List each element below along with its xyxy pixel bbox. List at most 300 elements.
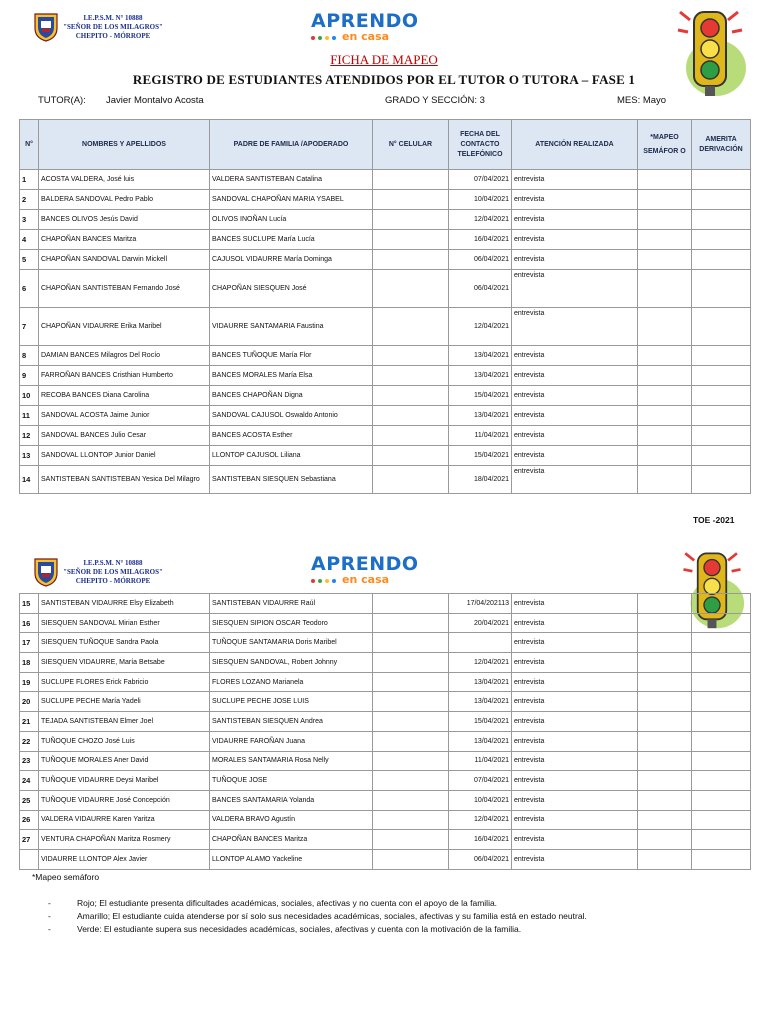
cell-name: DAMIAN BANCES Milagros Del Rocío (39, 346, 210, 366)
cell-name: SANTISTEBAN VIDAURRE Elsy Elizabeth (39, 594, 210, 614)
cell-attention: entrevista (512, 810, 638, 830)
cell-num: 24 (20, 771, 39, 791)
cell-parent: BANCES ACOSTA Esther (210, 426, 373, 446)
cell-attention: entrevista (512, 653, 638, 673)
school-line3: CHEPITO - MÓRROPE (75, 577, 151, 585)
cell-derivation (692, 426, 751, 446)
cell-mapeo (638, 594, 692, 614)
col-parent-header: PADRE DE FAMILIA /APODERADO (210, 120, 373, 170)
cell-mapeo (638, 653, 692, 673)
cell-phone (373, 731, 449, 751)
cell-mapeo (638, 849, 692, 869)
cell-phone (373, 406, 449, 426)
cell-num: 13 (20, 446, 39, 466)
cell-derivation (692, 308, 751, 346)
table-body-page1 (20, 170, 751, 494)
table-row (20, 190, 751, 210)
cell-parent: TUÑOQUE SANTAMARIA Doris Maribel (210, 633, 373, 653)
cell-date: 13/04/2021 (449, 366, 512, 386)
cell-derivation (692, 712, 751, 732)
cell-derivation (692, 250, 751, 270)
school-crest-icon (33, 12, 59, 42)
cell-date (449, 633, 512, 653)
cell-mapeo (638, 692, 692, 712)
cell-name: SANTISTEBAN SANTISTEBAN Yesica Del Milagro (39, 466, 210, 494)
cell-derivation (692, 653, 751, 673)
table-row (20, 170, 751, 190)
cell-attention: entrevista (512, 346, 638, 366)
cell-derivation (692, 731, 751, 751)
note-rojo: - Rojo; El estudiante presenta dificultades académicas, sociales, afectivas y no cuenta con el apoyo de la familia. (48, 898, 498, 908)
table-row (20, 466, 751, 494)
cell-mapeo (638, 771, 692, 791)
note-amarillo-text: Amarillo; El estudiante cuida atenderse por sí solo sus necesidades académicas, sociales, afectivas y su familia está en estado neutral. (77, 911, 587, 921)
school-line1: I.E.P.S.M. N° 10888 (83, 14, 143, 22)
cell-name: VENTURA CHAPOÑAN Maritza Rosmery (39, 830, 210, 850)
cell-num: 15 (20, 594, 39, 614)
table-header-row (20, 120, 751, 170)
mapeo-label: *MAPEO (650, 133, 679, 141)
cell-date: 20/04/2021 (449, 613, 512, 633)
cell-attention: entrevista (512, 446, 638, 466)
cell-num: 21 (20, 712, 39, 732)
cell-date: 16/04/2021 (449, 830, 512, 850)
cell-derivation (692, 446, 751, 466)
table-row (20, 849, 751, 869)
aprendo-title: APRENDO (311, 553, 419, 575)
tutor-name: Javier Montalvo Acosta (106, 95, 204, 106)
cell-attention: entrevista (512, 426, 638, 446)
cell-attention: entrevista (512, 230, 638, 250)
cell-derivation (692, 810, 751, 830)
cell-attention: entrevista (512, 731, 638, 751)
cell-num: 22 (20, 731, 39, 751)
cell-date: 12/04/2021 (449, 210, 512, 230)
table-row (20, 731, 751, 751)
cell-num: 5 (20, 250, 39, 270)
table-row (20, 270, 751, 308)
cell-phone (373, 712, 449, 732)
cell-mapeo (638, 466, 692, 494)
cell-parent: CAJUSOL VIDAURRE María Dominga (210, 250, 373, 270)
table-row (20, 692, 751, 712)
cell-mapeo (638, 672, 692, 692)
col-names-header: NOMBRES Y APELLIDOS (39, 120, 210, 170)
cell-date: 12/04/2021 (449, 810, 512, 830)
school-line2: "SEÑOR DE LOS MILAGROS" (63, 23, 163, 31)
cell-name: RECOBA BANCES Diana Carolina (39, 386, 210, 406)
cell-name: CHAPOÑAN VIDAURRE Erika Maribel (39, 308, 210, 346)
table-body-page2 (20, 594, 751, 870)
cell-derivation (692, 190, 751, 210)
school-name-block (58, 14, 168, 41)
cell-num: 12 (20, 426, 39, 446)
cell-phone (373, 692, 449, 712)
table-row (20, 210, 751, 230)
cell-parent: OLIVOS INOÑAN Lucía (210, 210, 373, 230)
table-row (20, 446, 751, 466)
cell-derivation (692, 366, 751, 386)
cell-name: TUÑOQUE VIDAURRE José Concepción (39, 790, 210, 810)
cell-phone (373, 672, 449, 692)
students-table-page1 (19, 119, 751, 494)
cell-mapeo (638, 426, 692, 446)
school-line2: "SEÑOR DE LOS MILAGROS" (63, 568, 163, 576)
cell-attention: entrevista (512, 250, 638, 270)
cell-phone (373, 613, 449, 633)
cell-date: 13/04/2021 (449, 406, 512, 426)
cell-mapeo (638, 366, 692, 386)
table-row (20, 230, 751, 250)
cell-phone (373, 366, 449, 386)
cell-phone (373, 426, 449, 446)
cell-attention: entrevista (512, 849, 638, 869)
cell-date: 11/04/2021 (449, 751, 512, 771)
cell-derivation (692, 633, 751, 653)
cell-parent: SANDOVAL CAJUSOL Oswaldo Antonio (210, 406, 373, 426)
cell-date: 17/04/202113 (449, 594, 512, 614)
cell-attention: entrevista (512, 790, 638, 810)
cell-date: 15/04/2021 (449, 386, 512, 406)
cell-attention: entrevista (512, 672, 638, 692)
cell-parent: MORALES SANTAMARIA Rosa Nelly (210, 751, 373, 771)
cell-date: 15/04/2021 (449, 712, 512, 732)
cell-name: ACOSTA VALDERA, José luis (39, 170, 210, 190)
cell-phone (373, 771, 449, 791)
page-title: FICHA DE MAPEO (330, 52, 438, 67)
cell-mapeo (638, 790, 692, 810)
col-attention-header: ATENCIÓN REALIZADA (512, 120, 638, 170)
table-row (20, 830, 751, 850)
cell-phone (373, 810, 449, 830)
col-derivation-header: AMERITA DERIVACIÓN (692, 120, 751, 170)
cell-phone (373, 190, 449, 210)
table-row (20, 250, 751, 270)
cell-derivation (692, 692, 751, 712)
cell-derivation (692, 170, 751, 190)
cell-mapeo (638, 712, 692, 732)
cell-attention: entrevista (512, 308, 638, 346)
cell-phone (373, 751, 449, 771)
cell-parent: SIESQUEN SANDOVAL, Robert Johnny (210, 653, 373, 673)
cell-date: 16/04/2021 (449, 230, 512, 250)
cell-num: 17 (20, 633, 39, 653)
cell-attention: entrevista (512, 190, 638, 210)
table-row (20, 386, 751, 406)
cell-phone (373, 594, 449, 614)
col-num-header: N° (20, 120, 39, 170)
cell-derivation (692, 270, 751, 308)
cell-derivation (692, 790, 751, 810)
cell-derivation (692, 406, 751, 426)
cell-derivation (692, 466, 751, 494)
cell-mapeo (638, 308, 692, 346)
cell-num: 9 (20, 366, 39, 386)
cell-phone (373, 633, 449, 653)
cell-num: 6 (20, 270, 39, 308)
cell-parent: BANCES SUCLUPE María Lucía (210, 230, 373, 250)
cell-num: 23 (20, 751, 39, 771)
cell-num: 20 (20, 692, 39, 712)
cell-parent: VALDERA SANTISTEBAN Catalina (210, 170, 373, 190)
table-row (20, 308, 751, 346)
cell-parent: SANDOVAL CHAPOÑAN MARIA YSABEL (210, 190, 373, 210)
cell-attention: entrevista (512, 466, 638, 494)
table-row (20, 594, 751, 614)
cell-mapeo (638, 386, 692, 406)
cell-parent: TUÑOQUE JOSE (210, 771, 373, 791)
cell-name: FARROÑAN BANCES Cristhian Humberto (39, 366, 210, 386)
cell-name: SIESQUEN TUÑOQUE Sandra Paola (39, 633, 210, 653)
cell-mapeo (638, 170, 692, 190)
cell-phone (373, 210, 449, 230)
cell-mapeo (638, 731, 692, 751)
cell-derivation (692, 346, 751, 366)
cell-name: CHAPOÑAN BANCES Maritza (39, 230, 210, 250)
cell-num: 11 (20, 406, 39, 426)
school-crest-icon (33, 557, 59, 587)
cell-num: 8 (20, 346, 39, 366)
notes-heading: *Mapeo semáforo (32, 872, 100, 882)
cell-name: CHAPOÑAN SANTISTEBAN Fernando José (39, 270, 210, 308)
cell-attention: entrevista (512, 386, 638, 406)
aprendo-logo-2 (311, 553, 419, 588)
cell-num: 2 (20, 190, 39, 210)
table-row (20, 751, 751, 771)
cell-name: TEJADA SANTISTEBAN Elmer Joel (39, 712, 210, 732)
cell-parent: SUCLUPE PECHE JOSE LUIS (210, 692, 373, 712)
table-row (20, 406, 751, 426)
table-row (20, 633, 751, 653)
table-row (20, 672, 751, 692)
cell-mapeo (638, 810, 692, 830)
cell-name: TUÑOQUE MORALES Aner David (39, 751, 210, 771)
semaforo-label: SEMÁFOR O (643, 147, 686, 155)
table-row (20, 712, 751, 732)
cell-attention: entrevista (512, 712, 638, 732)
cell-attention: entrevista (512, 270, 638, 308)
cell-attention: entrevista (512, 751, 638, 771)
cell-derivation (692, 613, 751, 633)
table-row (20, 771, 751, 791)
cell-num: 7 (20, 308, 39, 346)
cell-name: SUCLUPE FLORES Erick Fabricio (39, 672, 210, 692)
cell-attention: entrevista (512, 594, 638, 614)
cell-date: 10/04/2021 (449, 790, 512, 810)
cell-name: VALDERA VIDAURRE Karen Yaritza (39, 810, 210, 830)
cell-attention: entrevista (512, 613, 638, 633)
cell-date: 10/04/2021 (449, 190, 512, 210)
cell-phone (373, 790, 449, 810)
cell-mapeo (638, 346, 692, 366)
logo-dots-icon (311, 27, 339, 45)
cell-parent: BANCES SANTAMARIA Yolanda (210, 790, 373, 810)
cell-attention: entrevista (512, 366, 638, 386)
table-row (20, 426, 751, 446)
cell-date: 11/04/2021 (449, 426, 512, 446)
students-table-page2 (19, 593, 751, 870)
cell-parent: BANCES MORALES María Elsa (210, 366, 373, 386)
school-line1: I.E.P.S.M. N° 10888 (83, 559, 143, 567)
cell-parent: SANTISTEBAN SIESQUEN Sebastiana (210, 466, 373, 494)
cell-mapeo (638, 751, 692, 771)
cell-num: 16 (20, 613, 39, 633)
cell-derivation (692, 751, 751, 771)
cell-num: 27 (20, 830, 39, 850)
col-date-header: FECHA DEL CONTACTO TELEFÓNICO (449, 120, 512, 170)
cell-mapeo (638, 190, 692, 210)
cell-name: SIESQUEN SANDOVAL Mirian Esther (39, 613, 210, 633)
cell-date: 12/04/2021 (449, 653, 512, 673)
cell-name: SIESQUEN VIDAURRE, María Betsabe (39, 653, 210, 673)
note-rojo-text: Rojo; El estudiante presenta dificultades académicas, sociales, afectivas y no cuenta con el apoyo de la familia. (77, 898, 498, 908)
cell-parent: BANCES TUÑOQUE María Flor (210, 346, 373, 366)
cell-num: 3 (20, 210, 39, 230)
table-row (20, 366, 751, 386)
note-amarillo: - Amarillo; El estudiante cuida atenderse por sí solo sus necesidades académicas, sociales, afectivas y su familia está en estado neutral. (48, 911, 587, 921)
cell-num: 1 (20, 170, 39, 190)
cell-parent: SANTISTEBAN SIESQUEN Andrea (210, 712, 373, 732)
cell-name: TUÑOQUE CHOZO José Luis (39, 731, 210, 751)
cell-name: BALDERA SANDOVAL Pedro Pablo (39, 190, 210, 210)
table-row (20, 653, 751, 673)
cell-phone (373, 346, 449, 366)
col-mapeo-header (638, 120, 692, 170)
aprendo-subtitle: en casa (342, 29, 390, 43)
cell-derivation (692, 771, 751, 791)
cell-parent: FLORES LOZANO Marianela (210, 672, 373, 692)
cell-name: SUCLUPE PECHE María Yadeli (39, 692, 210, 712)
cell-derivation (692, 594, 751, 614)
cell-date: 13/04/2021 (449, 692, 512, 712)
cell-mapeo (638, 446, 692, 466)
cell-date: 06/04/2021 (449, 270, 512, 308)
cell-parent: VALDERA BRAVO Agustín (210, 810, 373, 830)
cell-derivation (692, 210, 751, 230)
cell-date: 13/04/2021 (449, 672, 512, 692)
cell-name: CHAPOÑAN SANDOVAL Darwin Mickell (39, 250, 210, 270)
cell-phone (373, 250, 449, 270)
note-verde-text: Verde: El estudiante supera sus necesidades académicas, sociales, afectivas y cuenta con la motivación de la familia. (77, 924, 522, 934)
cell-date: 06/04/2021 (449, 849, 512, 869)
school-line3: CHEPITO - MÓRROPE (75, 32, 151, 40)
cell-phone (373, 386, 449, 406)
table-row (20, 346, 751, 366)
cell-phone (373, 466, 449, 494)
cell-num: 14 (20, 466, 39, 494)
cell-name: SANDOVAL BANCES Julio Cesar (39, 426, 210, 446)
cell-date: 13/04/2021 (449, 731, 512, 751)
cell-num: 25 (20, 790, 39, 810)
grado-label: GRADO Y SECCIÓN: 3 (385, 95, 485, 106)
cell-mapeo (638, 270, 692, 308)
cell-derivation (692, 230, 751, 250)
cell-mapeo (638, 230, 692, 250)
aprendo-subtitle: en casa (342, 572, 390, 586)
cell-parent: BANCES CHAPOÑAN Digna (210, 386, 373, 406)
cell-num (20, 849, 39, 869)
table-row (20, 810, 751, 830)
cell-derivation (692, 386, 751, 406)
cell-mapeo (638, 250, 692, 270)
cell-name: SANDOVAL LLONTOP Junior Daniel (39, 446, 210, 466)
cell-attention: entrevista (512, 692, 638, 712)
cell-attention: entrevista (512, 406, 638, 426)
cell-phone (373, 830, 449, 850)
cell-parent: SIESQUEN SIPION OSCAR Teodoro (210, 613, 373, 633)
cell-phone (373, 446, 449, 466)
page-subtitle: REGISTRO DE ESTUDIANTES ATENDIDOS POR EL TUTOR O TUTORA – FASE 1 (132, 72, 636, 87)
cell-date: 12/04/2021 (449, 308, 512, 346)
cell-attention: entrevista (512, 633, 638, 653)
cell-mapeo (638, 210, 692, 230)
cell-mapeo (638, 406, 692, 426)
cell-mapeo (638, 613, 692, 633)
cell-derivation (692, 672, 751, 692)
cell-date: 18/04/2021 (449, 466, 512, 494)
footer-code: TOE -2021 (693, 515, 735, 525)
cell-name: VIDAURRE LLONTOP Alex Javier (39, 849, 210, 869)
aprendo-logo (311, 10, 419, 45)
cell-phone (373, 270, 449, 308)
cell-attention: entrevista (512, 771, 638, 791)
cell-phone (373, 230, 449, 250)
logo-dots-icon (311, 570, 339, 588)
mes-label: MES: Mayo (617, 95, 667, 106)
aprendo-title: APRENDO (311, 10, 419, 32)
cell-attention: entrevista (512, 830, 638, 850)
cell-derivation (692, 849, 751, 869)
cell-name: TUÑOQUE VIDAURRE Deysi Maribel (39, 771, 210, 791)
cell-parent: LLONTOP ALAMO Yackeline (210, 849, 373, 869)
cell-parent: VIDAURRE FAROÑAN Juana (210, 731, 373, 751)
notes-list (48, 897, 738, 936)
cell-attention: entrevista (512, 210, 638, 230)
note-verde: - Verde: El estudiante supera sus necesidades académicas, sociales, afectivas y cuenta con la motivación de la familia. (48, 924, 522, 934)
cell-num: 10 (20, 386, 39, 406)
cell-phone (373, 308, 449, 346)
table-row (20, 613, 751, 633)
cell-name: SANDOVAL ACOSTA Jaime Junior (39, 406, 210, 426)
cell-mapeo (638, 633, 692, 653)
cell-mapeo (638, 830, 692, 850)
cell-parent: CHAPOÑAN SIESQUEN José (210, 270, 373, 308)
cell-derivation (692, 830, 751, 850)
cell-date: 07/04/2021 (449, 771, 512, 791)
cell-phone (373, 653, 449, 673)
cell-phone (373, 849, 449, 869)
cell-date: 07/04/2021 (449, 170, 512, 190)
table-row (20, 790, 751, 810)
cell-num: 18 (20, 653, 39, 673)
cell-parent: LLONTOP CAJUSOL Liliana (210, 446, 373, 466)
cell-name: BANCES OLIVOS Jesús David (39, 210, 210, 230)
cell-date: 06/04/2021 (449, 250, 512, 270)
cell-parent: SANTISTEBAN VIDAURRE Raúl (210, 594, 373, 614)
cell-phone (373, 170, 449, 190)
cell-attention: entrevista (512, 170, 638, 190)
col-phone-header: N° CELULAR (373, 120, 449, 170)
cell-date: 13/04/2021 (449, 346, 512, 366)
cell-parent: VIDAURRE SANTAMARIA Faustina (210, 308, 373, 346)
cell-num: 4 (20, 230, 39, 250)
school-name-block-2 (58, 559, 168, 586)
cell-parent: CHAPOÑAN BANCES Maritza (210, 830, 373, 850)
cell-num: 26 (20, 810, 39, 830)
cell-num: 19 (20, 672, 39, 692)
tutor-label: TUTOR(A): (38, 95, 86, 106)
cell-date: 15/04/2021 (449, 446, 512, 466)
